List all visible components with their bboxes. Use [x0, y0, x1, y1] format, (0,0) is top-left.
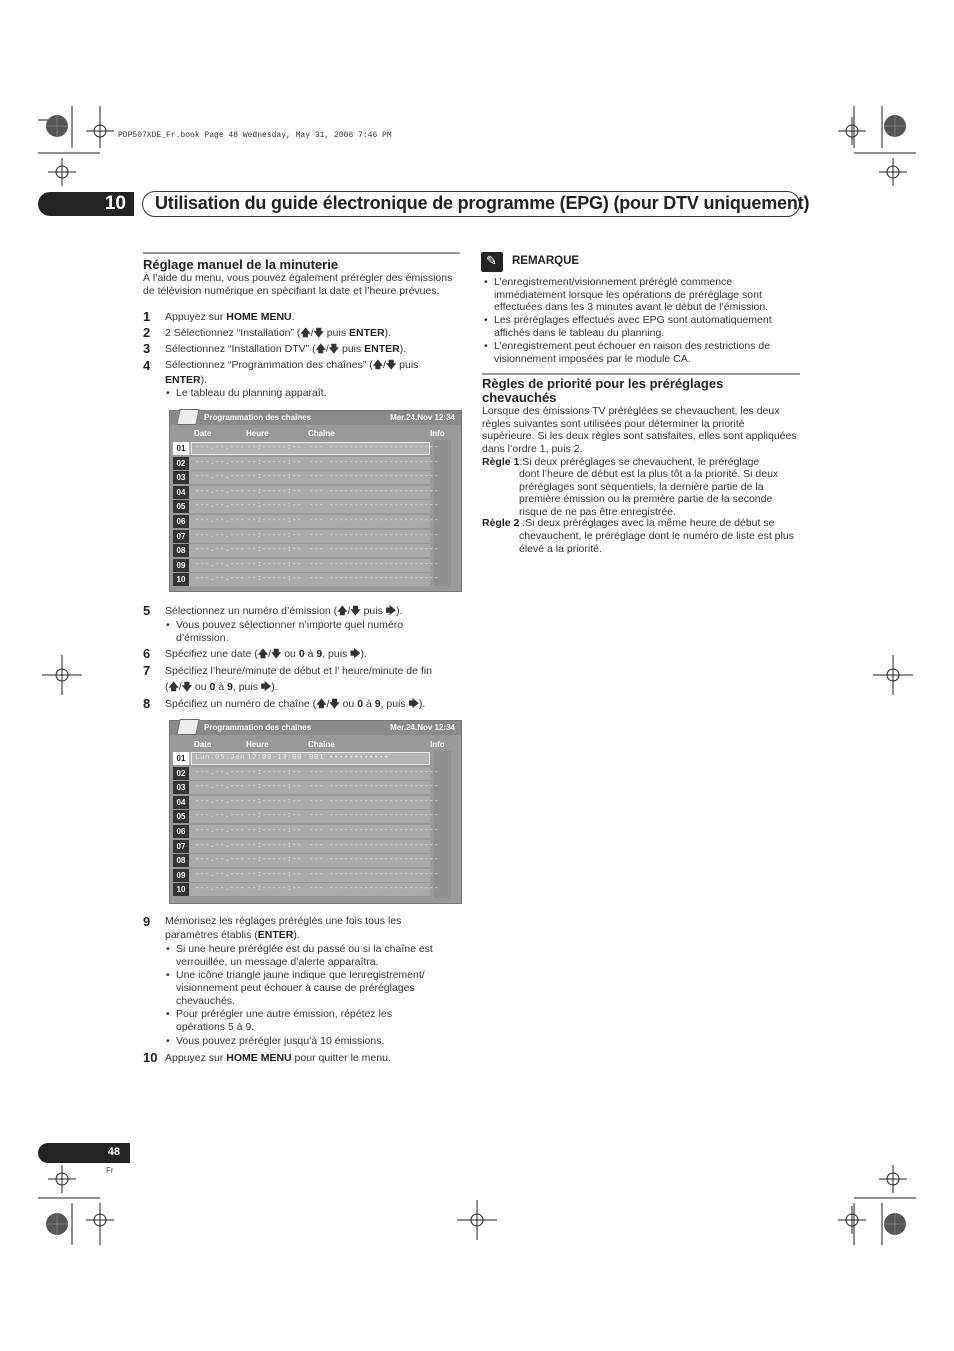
row-number: 03 [173, 781, 189, 794]
row-number: 05 [173, 500, 189, 513]
note-pencil-icon: ✎ [481, 252, 503, 272]
row-number: 01 [173, 442, 189, 455]
row-channel: --- ---------------------- [309, 473, 440, 482]
row-date: ---.--.--- [195, 797, 246, 806]
section-intro: À l’aide du menu, vous pouvez également prérégler des émissions de télévision numérique en spécifiant la date et l’heure prévues. [143, 272, 453, 297]
note-bullet-3: • L’enregistrement peut échouer en raison des restrictions de visionnement imposées par le module CA. [484, 340, 771, 365]
step-9-bullet-4: • Vous pouvez prérégler jusqu’à 10 émissions. [166, 1035, 385, 1047]
priority-intro: Lorsque des émissions TV préréglées se chevauchent, les deux règles suivantes sont utilisées pour déterminer la priorité supérieure. Si les deux règles sont satisfaites, elles sont appliquées dans l’ordre 1, puis 2. [482, 405, 797, 455]
row-date: ---.--.--- [195, 517, 246, 525]
schedule-row[interactable] [173, 752, 430, 765]
row-channel: --- ---------------------- [309, 870, 440, 879]
down-arrow-icon: 🡇 [181, 682, 192, 693]
step-1-number: 1 [143, 309, 151, 324]
step-2-number: 2 [143, 325, 151, 340]
schedule-screen-empty [169, 410, 462, 592]
row-number: 07 [173, 530, 189, 543]
col-date: Date [194, 429, 212, 438]
row-date: ---.--.--- [195, 560, 246, 569]
down-arrow-icon: 🡇 [313, 328, 324, 339]
page-number-tab [38, 1143, 130, 1163]
row-date: ---.--.--- [195, 870, 246, 879]
right-arrow-icon: 🡆 [350, 649, 361, 660]
rule-2-first-line: Règle 2 :Si deux préréglages avec la même heure de début se [482, 517, 775, 529]
section-rule [482, 373, 800, 375]
row-channel: --- ---------------------- [309, 885, 440, 894]
up-arrow-icon: 🡅 [300, 328, 311, 339]
row-date: ---.--.--- [195, 458, 246, 467]
right-arrow-icon: 🡆 [260, 682, 272, 693]
row-channel: --- ---------------------- [309, 546, 440, 555]
down-arrow-icon: 🡇 [385, 360, 397, 371]
col-info: Info [430, 740, 445, 749]
screen-title: Programmation des chaînes [204, 413, 312, 422]
step-7-line2: (🡅/🡇 ou 0 à 9, puis 🡆). [165, 679, 278, 696]
row-channel: --- ---------------------- [309, 856, 440, 865]
row-date: ---.--.--- [195, 546, 246, 555]
row-number: 10 [173, 573, 189, 586]
row-date: Lun.05.Jan [195, 754, 246, 762]
schedule-row[interactable] [173, 544, 440, 557]
row-time: --:-----:-- [247, 768, 303, 777]
step-5-number: 5 [143, 603, 151, 618]
row-date: ---.--.--- [195, 502, 246, 511]
row-channel: --- ---------------------- [309, 560, 440, 569]
screen-datetime: Mer.24.Nov 12:34 [390, 723, 455, 732]
row-number: 02 [173, 457, 189, 470]
schedule-row[interactable] [173, 810, 440, 823]
schedule-row[interactable] [173, 471, 440, 484]
step-9-bullet-1: • Si une heure préréglée est du passé ou si la chaîne est verrouillée, un message d’alerte apparaîtra. [166, 943, 433, 968]
row-channel: 001 •••••••••••• [309, 754, 390, 762]
schedule-row[interactable] [173, 825, 440, 838]
row-date: ---.--.--- [195, 783, 246, 792]
row-number: 07 [173, 840, 189, 853]
screen-title-bar [170, 721, 461, 735]
chapter-number-tab [38, 192, 134, 216]
row-number: 06 [173, 825, 189, 838]
row-number: 08 [173, 854, 189, 867]
row-channel: --- ---------------------- [309, 783, 440, 792]
row-time: --:-----:-- [247, 797, 303, 806]
schedule-row[interactable] [173, 559, 440, 572]
schedule-row[interactable] [173, 767, 440, 780]
language-label: Fr [106, 1166, 114, 1175]
schedule-icon [176, 719, 199, 735]
schedule-icon [176, 409, 199, 425]
screen-datetime: Mer.24.Nov 12:34 [390, 413, 455, 422]
step-7-line1: Spécifiez l’heure/minute de début et l’ heure/minute de fin [165, 665, 432, 677]
row-date: ---.--.--- [195, 531, 246, 540]
note-bullet-2: • Les préréglages effectués avec EPG sont automatiquement affichés dans le tableau du planning. [484, 314, 772, 339]
row-date: ---.--.--- [195, 575, 246, 584]
step-1-text: Appuyez sur HOME MENU. [165, 311, 295, 323]
up-arrow-icon: 🡅 [316, 699, 327, 710]
row-number: 01 [173, 752, 189, 765]
row-time: --:-----:-- [247, 812, 303, 821]
schedule-row[interactable] [173, 442, 440, 455]
row-time: --:-----:-- [247, 473, 303, 482]
rule-1-first-line: Règle 1:Si deux préréglages se chevauchent, le préréglage [482, 456, 760, 468]
section-rule [143, 252, 460, 254]
step-7-number: 7 [143, 663, 151, 678]
row-channel: --- ---------------------- [309, 517, 440, 525]
schedule-row[interactable] [173, 854, 440, 867]
row-number: 02 [173, 767, 189, 780]
note-heading: REMARQUE [512, 255, 580, 267]
row-time: --:-----:-- [247, 517, 303, 525]
step-4-bullet: • Le tableau du planning apparaît. [166, 387, 327, 399]
chapter-title-box [142, 191, 810, 217]
section-heading: Réglage manuel de la minuterie [143, 257, 339, 272]
col-channel: Chaîne [308, 429, 335, 438]
up-arrow-icon: 🡅 [257, 649, 269, 660]
row-time: --:-----:-- [247, 487, 303, 496]
row-number: 06 [173, 515, 189, 528]
step-9-number: 9 [143, 914, 151, 929]
row-number: 08 [173, 544, 189, 557]
row-channel: --- ---------------------- [309, 768, 440, 777]
up-arrow-icon: 🡅 [337, 606, 348, 617]
row-time: --:-----:-- [247, 560, 303, 569]
row-channel: --- ---------------------- [309, 812, 440, 821]
schedule-row[interactable] [173, 573, 440, 586]
step-8-number: 8 [143, 696, 151, 711]
right-arrow-icon: 🡆 [408, 699, 419, 710]
step-5-bullet: • Vous pouvez sélectionner n’importe quel numéro d’émission. [166, 619, 404, 644]
step-6-text: Spécifiez une date (🡅/🡇 ou 0 à 9, puis 🡆). [165, 646, 367, 663]
schedule-screen-filled [169, 720, 462, 904]
down-arrow-icon: 🡇 [329, 699, 340, 710]
screen-title-bar [170, 411, 461, 425]
down-arrow-icon: 🡇 [271, 649, 282, 660]
row-channel: --- ---------------------- [309, 841, 440, 850]
row-time: --:-----:-- [247, 458, 303, 467]
row-date: ---.--.--- [195, 856, 246, 865]
schedule-row[interactable] [173, 869, 440, 882]
row-number: 05 [173, 810, 189, 823]
schedule-row[interactable] [173, 840, 440, 853]
up-arrow-icon: 🡅 [315, 344, 326, 355]
row-time: --:-----:-- [247, 783, 303, 792]
chapter-number: 10 [104, 193, 126, 214]
row-time: --:-----:-- [247, 870, 303, 879]
step-8-text: Spécifiez un numéro de chaîne (🡅/🡇 ou 0 à 9, puis 🡆). [165, 696, 425, 713]
step-9-text: Mémorisez les réglages préréglés une fois tous les paramètres établis (ENTER). [165, 915, 402, 941]
step-4-number: 4 [143, 358, 151, 373]
up-arrow-icon: 🡅 [372, 360, 384, 371]
step-4-text: Sélectionnez “Programmation des chaînes” (🡅/🡇 puis ENTER). [165, 359, 419, 386]
row-time: 12:00-13:00 [247, 754, 303, 762]
schedule-row[interactable] [173, 530, 440, 543]
schedule-row[interactable] [173, 781, 440, 794]
row-time: --:-----:-- [247, 827, 303, 835]
step-3-number: 3 [143, 341, 151, 356]
step-10-text: Appuyez sur HOME MENU pour quitter le menu. [165, 1052, 391, 1064]
row-channel: --- ---------------------- [309, 444, 440, 452]
row-number: 03 [173, 471, 189, 484]
print-file-line: PDP507XDE_Fr.book Page 48 Wednesday, May 31, 2006 7:46 PM [118, 131, 392, 140]
schedule-row[interactable] [173, 486, 440, 499]
up-arrow-icon: 🡅 [168, 682, 179, 693]
row-date: ---.--.--- [195, 885, 246, 894]
col-channel: Chaîne [308, 740, 335, 749]
row-date: ---.--.--- [195, 812, 246, 821]
row-channel: --- ---------------------- [309, 531, 440, 540]
schedule-row[interactable] [173, 457, 440, 470]
down-arrow-icon: 🡇 [350, 606, 361, 617]
row-channel: --- ---------------------- [309, 575, 440, 584]
row-channel: --- ---------------------- [309, 502, 440, 511]
row-date: ---.--.--- [195, 768, 246, 777]
row-number: 09 [173, 869, 189, 882]
schedule-row[interactable] [173, 500, 440, 513]
row-time: --:-----:-- [247, 841, 303, 850]
note-bullet-1: • L’enregistrement/visionnement préréglé commence immédiatement lorsque les opérations de préréglage sont effectuées dans les 3 minutes avant le début de l’émission. [484, 276, 769, 314]
step-9-bullet-3: • Pour prérégler une autre émission, répétez les opérations 5 à 9. [166, 1008, 392, 1033]
page-number: 48 [107, 1146, 120, 1158]
right-arrow-icon: 🡆 [385, 606, 397, 617]
row-channel: --- ---------------------- [309, 797, 440, 806]
step-2-text: 2 Sélectionnez “Installation” (🡅/🡇 puis ENTER). [165, 325, 391, 342]
row-date: ---.--.--- [195, 827, 246, 835]
step-3-text: Sélectionnez “Installation DTV” (🡅/🡇 puis ENTER). [165, 341, 406, 358]
step-6-number: 6 [143, 646, 151, 661]
priority-heading: Règles de priorité pour les préréglages chevauchés [482, 376, 724, 405]
down-arrow-icon: 🡇 [328, 344, 340, 355]
schedule-row[interactable] [173, 515, 440, 528]
row-number: 04 [173, 796, 189, 809]
col-time: Heure [246, 429, 269, 438]
step-5-text: Sélectionnez un numéro d’émission (🡅/🡇 puis 🡆). [165, 603, 403, 620]
chapter-title: Utilisation du guide électronique de programme (EPG) (pour DTV uniquement) [155, 193, 810, 213]
col-time: Heure [246, 740, 269, 749]
row-channel: --- ---------------------- [309, 458, 440, 467]
row-time: --:-----:-- [247, 502, 303, 511]
row-date: ---.--.--- [195, 444, 246, 452]
schedule-row[interactable] [173, 883, 440, 896]
row-date: ---.--.--- [195, 473, 246, 482]
schedule-row[interactable] [173, 796, 440, 809]
step-9-bullet-2: • Une icône triangle jaune indique que lenregistrement/ visionnement peut échouer à cause de préréglages chevauchés. [166, 969, 425, 1007]
row-date: ---.--.--- [195, 841, 246, 850]
screen-title: Programmation des chaînes [204, 723, 312, 732]
row-time: --:-----:-- [247, 444, 303, 452]
rule-1-text: dont l’heure de début est la plus tôt a la priorité. Si deux préréglages sont séquentiels, la dernière partie de la première émission ou la première partie de la seconde risque de ne pas être enregistrée. [519, 468, 779, 518]
rule-2-text: chevauchent, le préréglage dont le numéro de liste est plus élevé a la priorité. [519, 530, 794, 555]
row-date: ---.--.--- [195, 487, 246, 496]
col-info: Info [430, 429, 445, 438]
row-time: --:-----:-- [247, 546, 303, 555]
row-time: --:-----:-- [247, 531, 303, 540]
row-channel: --- ---------------------- [309, 487, 440, 496]
row-channel: --- ---------------------- [309, 827, 440, 835]
row-number: 04 [173, 486, 189, 499]
row-time: --:-----:-- [247, 575, 303, 584]
row-number: 10 [173, 883, 189, 896]
row-number: 09 [173, 559, 189, 572]
col-date: Date [194, 740, 212, 749]
row-time: --:-----:-- [247, 856, 303, 865]
step-10-number: 10 [143, 1050, 158, 1065]
row-time: --:-----:-- [247, 885, 303, 894]
